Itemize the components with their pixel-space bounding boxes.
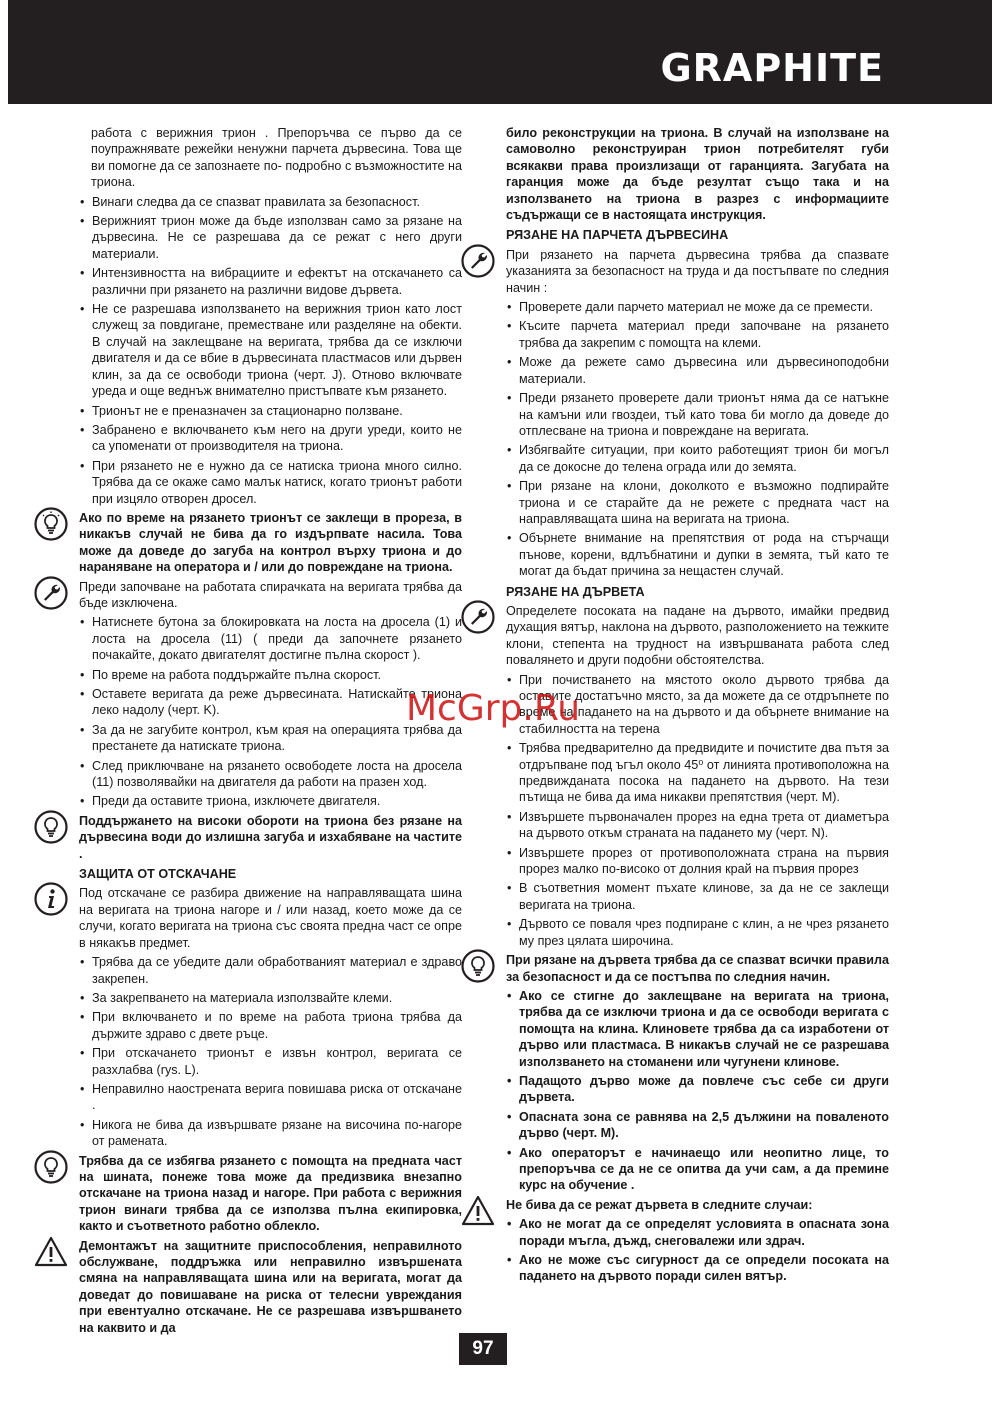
list-item: • При отскачането трионът е извън контрол, веригата се разхлабва (rys. L).: [79, 1045, 462, 1078]
bullet-list: [506, 299, 889, 580]
warning-note: [79, 1238, 462, 1336]
tip-note: [79, 510, 462, 576]
paragraph: Преди започване на работата спирачката на веригата трябва да бъде изключена.: [79, 579, 462, 610]
paragraph: Определете посоката на падане на дървото, имайки предвид духащия вятър, наклона на дървото, разположението на тежките клони, степента на трудност на извършваната работа след повалянето и други подобни обстоятелства.: [506, 603, 889, 668]
lightbulb-icon: [461, 949, 495, 983]
list-item: • Оставете веригата да реже дървесината. Натискайте триона леко надолу (черт. K).: [79, 686, 462, 719]
list-item: • Късите парчета материал преди започване на рязането трябва да закрепим с помощта на клеми.: [506, 318, 889, 351]
section-heading: РЯЗАНЕ НА ПАРЧЕТА ДЪРВЕСИНА: [506, 228, 729, 243]
list-item: • Избягвайте ситуации, при които работещият трион би могъл да се докосне до телена ограда или до земята.: [506, 442, 889, 475]
list-item: • Извършете първоначален прорез на една трета от диаметъра на дървото откъм страната на падането му (черт. N).: [506, 809, 889, 842]
paragraph: работа с верижния трион . Препоръчва се първо да се поупражнявате режейки ненужни парчета дървесина. Това ще ви помогне да се запознаете по- подробно с възможностите на триона.: [91, 126, 462, 190]
info-note: [79, 885, 462, 951]
wrench-note: [506, 603, 889, 669]
list-item: • Може да режете само дървесина или дървесиноподобни материали.: [506, 354, 889, 387]
list-item: • За да не загубите контрол, към края на операцията трябва да престанете да натискате триона.: [79, 722, 462, 755]
list-item: • Винаги следва да се спазват правилата за безопасност.: [79, 194, 462, 210]
paragraph: Под отскачане се разбира движение на направляващата шина на веригата на триона нагоре и / или назад, което може да се случи, когато веригата на триона със своята предна част се опре в някакъв предмет.: [79, 886, 462, 950]
list-item: • Трябва предварително да предвидите и почистите два пътя за отдръпване под ъгъл около 45⁰ от линията противоположна на предвижданата посока на падането на дървото. На тези пътища не бива да има никакви препятствия (черт. M).: [506, 740, 889, 806]
section-heading: ЗАЩИТА ОТ ОТСКАЧАНЕ: [79, 867, 237, 882]
list-item: • В съответния момент пъхате клинове, за да не се заклещи веригата на триона.: [506, 880, 889, 913]
list-item: • Дървото се поваля чрез подпиране с клин, а не чрез рязането му през цялата широчина.: [506, 916, 889, 949]
watermark: McGrp.Ru: [406, 688, 581, 729]
bullet-list: [506, 988, 889, 1194]
warning-note: [506, 1197, 889, 1213]
list-item: • Ако не може със сигурност да се определи посоката на падането на дървото поради силен вятър.: [506, 1252, 889, 1285]
warning-icon: [461, 1194, 495, 1228]
list-item: • Ако се стигне до заклещване на веригата на триона, трябва да се изключи триона и да се освободи веригата с помощта на клина. Клиновете трябва да са изработени от дърво или пластмаса. В никакъв случай не се разрешава използването на стоманени или чугунени клинове.: [506, 988, 889, 1070]
bullet-list: [79, 954, 462, 1149]
list-item: • Интензивността на вибрациите и ефектът на отскачането са различни при рязането на различни видове дървета.: [79, 265, 462, 298]
list-item: • Извършете прорез от противоположната страна на първия прорез малко по-високо от долния край на първия прорез: [506, 845, 889, 878]
bullet-list: [79, 614, 462, 809]
list-item: • Трябва да се убедите дали обработваният материал е здраво закрепен.: [79, 954, 462, 987]
lightbulb-icon: [34, 810, 68, 844]
list-item: • Обърнете внимание на препятствия от рода на стърчащи пънове, корени, вдлъбнатини и дупки в земята, тъй като те могат да бъдат причина за нещастен случай.: [506, 530, 889, 579]
list-item: • Забранено е включването към него на други уреди, които не са упоменати от производителя на триона.: [79, 422, 462, 455]
list-item: • Натиснете бутона за блокировката на лоста на дросела (1) и лоста на дросела (11) ( преди да започнете рязането почакайте, докато двигателят достигне пълна скорост ).: [79, 614, 462, 663]
brand-logo: GRAPHITE: [660, 46, 884, 90]
list-item: • При рязане на клони, доколкото е възможно подпирайте триона и се старайте да не режете с предната част на направляващата шина на веригата на триона.: [506, 478, 889, 527]
list-item: • При почистването на мястото около дървото трябва да оставите достатъчно място, за да можете да се отдръпнете по време на падането на на дървото и да обърнете внимание на стабилността на терена: [506, 672, 889, 738]
page-number: 97: [459, 1333, 507, 1365]
list-item: • Верижният трион може да бъде използван само за рязане на дървесина. Не се разрешава да се режат с него други материали.: [79, 213, 462, 262]
list-item: • Преди да оставите триона, изключете двигателя.: [79, 793, 462, 809]
wrench-icon: [461, 244, 495, 278]
list-item: • При включването и по време на работа триона трябва да държите здраво с двете ръце.: [79, 1009, 462, 1042]
list-item: • Неправилно наострената верига повишава риска от отскачане .: [79, 1081, 462, 1114]
tip-note: [79, 813, 462, 862]
tip-text: Трябва да се избягва рязането с помощта на предната част на шината, понеже това може да предизвика внезапно отскачане на триона назад и нагоре. При работа с верижния трион винаги трябва да се използва пълна екипировка, както и съответното работно облекло.: [79, 1153, 462, 1234]
paragraph: При рязането на парчета дървесина трябва да спазвате указанията за безопасност на труда и да постъпвате по следния начин :: [506, 247, 889, 295]
bullet-list: [79, 194, 462, 507]
warning-icon: [34, 1235, 68, 1269]
left-column: [79, 125, 462, 1339]
list-item: • При рязането не е нужно да се натиска триона много силно. Трябва да се окаже само малък натиск, когато трионът работи при изцяло отворен дросел.: [79, 458, 462, 507]
tip-note: [506, 952, 889, 985]
list-item: • Ако операторът е начинаещо или неопитно лице, то препоръчва се да не се опитва да учи сам, а да премине курс на обучение .: [506, 1145, 889, 1194]
tip-text: Поддържането на високи обороти на триона без рязане на дървесина води до излишна загуба и изхабяване на частите .: [79, 813, 462, 861]
wrench-icon: [461, 600, 495, 634]
paragraph: било реконструкции на триона. В случай на използване на самоволно реконструиран трион потребителят губи всякакви права произлизащи от гаранцията. Загубата на гаранция може да бъде резултат също така и на използването на триона в разрез с информациите съдържащи се в настоящата инструкция.: [506, 126, 889, 223]
tip-text: При рязане на дървета трябва да се спазват всички правила за безопасност и да се постъпва по следния начин.: [506, 953, 889, 984]
bullet-list: [506, 1216, 889, 1285]
list-item: • Никога не бива да извършвате рязане на височина по-нагоре от рамената.: [79, 1117, 462, 1150]
wrench-note: [79, 579, 462, 612]
list-item: • Не се разрешава използването на верижния трион като лост служещ за повдигане, преместване или разделяне на обекти. В случай на заклещване на веригата, трябва да се изключи двигателя и да се вбие в дървесината пластмасов или дървен клин, за да се освободи триона (черт. J). Отново включвате уреда и още веднъж внимателно пристъпвате към рязането.: [79, 301, 462, 399]
list-item: • Трионът не е преназначен за стационарно ползване.: [79, 403, 462, 419]
tip-note: [79, 1153, 462, 1235]
list-item: • Опасната зона се равнява на 2,5 дължини на поваленото дърво (черт. M).: [506, 1109, 889, 1142]
list-item: • За закрепването на материала използвайте клеми.: [79, 990, 462, 1006]
list-item: • Ако не могат да се определят условията в опасната зона поради мъгла, дъжд, снеговалежи или здрач.: [506, 1216, 889, 1249]
wrench-icon: [34, 576, 68, 610]
wrench-note: [506, 247, 889, 296]
lightbulb-icon: [34, 1150, 68, 1184]
page-header: [8, 0, 992, 104]
list-item: • Преди рязането проверете дали трионът няма да се натъкне на камъни или гвоздеи, тъй като това би могло да доведе до отплесване на триона и повреждане на веригата.: [506, 390, 889, 439]
info-icon: [34, 882, 68, 916]
list-item: • Проверете дали парчето материал не може да се премести.: [506, 299, 889, 315]
paragraph: Не бива да се режат дървета в следните случаи:: [506, 1197, 813, 1212]
tip-text: Ако по време на рязането трионът се заклещи в прореза, в никакъв случай не бива да го издърпвате насила. Това може да доведе до загуба на контрол върху триона и до нараняване на оператора и / или до повреждане на триона.: [79, 510, 462, 575]
list-item: • След приключване на рязането освободете лоста на дросела (11) позволявайки на двигателя да работи на празен ход.: [79, 758, 462, 791]
warning-text: Демонтажът на защитните приспособления, неправилното обслужване, поддръжка или неправилно извършената смяна на направляващата шина или на веригата, могат да доведат до повишаване на риска от телесни увреждания при евентуално отскачане. Не се разрешава извършването на каквито и да: [79, 1238, 462, 1335]
lightbulb-icon: [34, 507, 68, 541]
section-heading: РЯЗАНЕ НА ДЪРВЕТА: [506, 584, 645, 599]
list-item: • Падащото дърво може да повлече със себе си други дървета.: [506, 1073, 889, 1106]
list-item: • По време на работа поддържайте пълна скорост.: [79, 667, 462, 683]
